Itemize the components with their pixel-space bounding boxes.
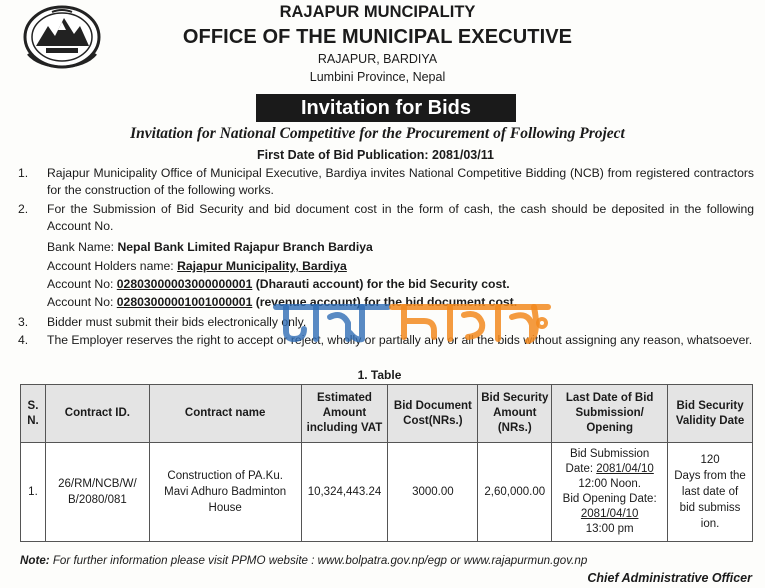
paragraph-text: For the Submission of Bid Security and bid document cost in the form of cash, the cash should be deposited in the following Account No. [47,202,754,233]
account-security-line: Account No: 02803000003000000001 (Dharauti account) for the bid Security cost. [47,277,510,291]
cell-contract-id: 26/RM/NCB/W/ B/2080/081 [45,443,149,542]
note-text: For further information please visit PPMO website : www.bolpatra.gov.np/egp or www.rajapurmun.gov.np [49,554,588,567]
cell-last-date: Bid Submission Date: 2081/04/10 12:00 Noon. Bid Opening Date: 2081/04/10 13:00 pm [552,443,668,542]
municipality-name: RAJAPUR MUNCIPALITY [279,3,476,21]
paragraph-text: Bidder must submit their bids electronically only. [47,315,307,329]
table-caption: 1. Table [357,368,402,382]
bank-name-line: Bank Name: Nepal Bank Limited Rajapur Branch Bardiya [47,240,373,254]
cell-sn: 1. [21,443,46,542]
header-estimated-amount: Estimated Amount including VAT [301,385,388,443]
paragraph-number: 3. [18,315,29,329]
cell-bid-security-amount: 2,60,000.00 [478,443,552,542]
paragraph-1 [18,165,754,199]
office-name: OFFICE OF THE MUNICIPAL EXECUTIVE [182,26,573,48]
bank-name: Nepal Bank Limited Rajapur Branch Bardiya [117,240,373,254]
cell-validity-date: 120 Days from the last date of bid submiss ion. [668,443,753,542]
cell-estimated-amount: 10,324,443.24 [301,443,388,542]
header-last-date: Last Date of Bid Submission/ Opening [552,385,668,443]
footer-note [20,554,587,567]
header-contract-name: Contract name [149,385,301,443]
account-revenue-line: Account No: 02803000001001000001 (revenue account) for the bid document cost. [47,295,518,309]
paragraph-2 [18,201,754,235]
table-header-row [21,385,753,443]
bid-table [20,384,753,542]
notice-subtitle: Invitation for National Competitive for the Procurement of Following Project [130,125,625,142]
first-publication-date: First Date of Bid Publication: 2081/03/11 [257,148,494,162]
paragraph-number: 4. [18,333,29,347]
table-row [21,443,753,542]
header-sn: S. N. [21,385,46,443]
cell-bid-document-cost: 3000.00 [388,443,478,542]
header-bid-document-cost: Bid Document Cost(NRs.) [388,385,478,443]
note-label: Note: [20,554,50,567]
signatory-title: Chief Administrative Officer [587,571,752,585]
account-holder-line: Account Holders name: Rajapur Municipality, Bardiya [47,259,347,273]
office-province: Lumbini Province, Nepal [309,70,446,84]
paragraph-number: 1. [18,166,29,180]
account-number-revenue: 02803000001001000001 [116,295,253,309]
paragraph-text: Rajapur Municipality Office of Municipal Executive, Bardiya invites National Competitive Bidding (NCB) from registered contractors for the construction of the following works. [47,166,754,197]
header-bid-security-amount: Bid Security Amount (NRs.) [478,385,552,443]
account-number-security: 02803000003000000001 [116,277,253,291]
cell-contract-name: Construction of PA.Ku. Mavi Adhuro Badminton House [149,443,301,542]
paragraph-number: 2. [18,202,29,216]
watermark-logo [272,293,554,345]
invitation-banner: Invitation for Bids [256,94,516,122]
office-location: RAJAPUR, BARDIYA [317,52,438,66]
account-holder: Rajapur Municipality, Bardiya [177,259,347,273]
header-validity-date: Bid Security Validity Date [668,385,753,443]
paragraph-text: The Employer reserves the right to accept or reject, wholly or partially any or all the bids without assigning any reason, whatsoever. [47,333,753,347]
header-contract-id: Contract ID. [45,385,149,443]
